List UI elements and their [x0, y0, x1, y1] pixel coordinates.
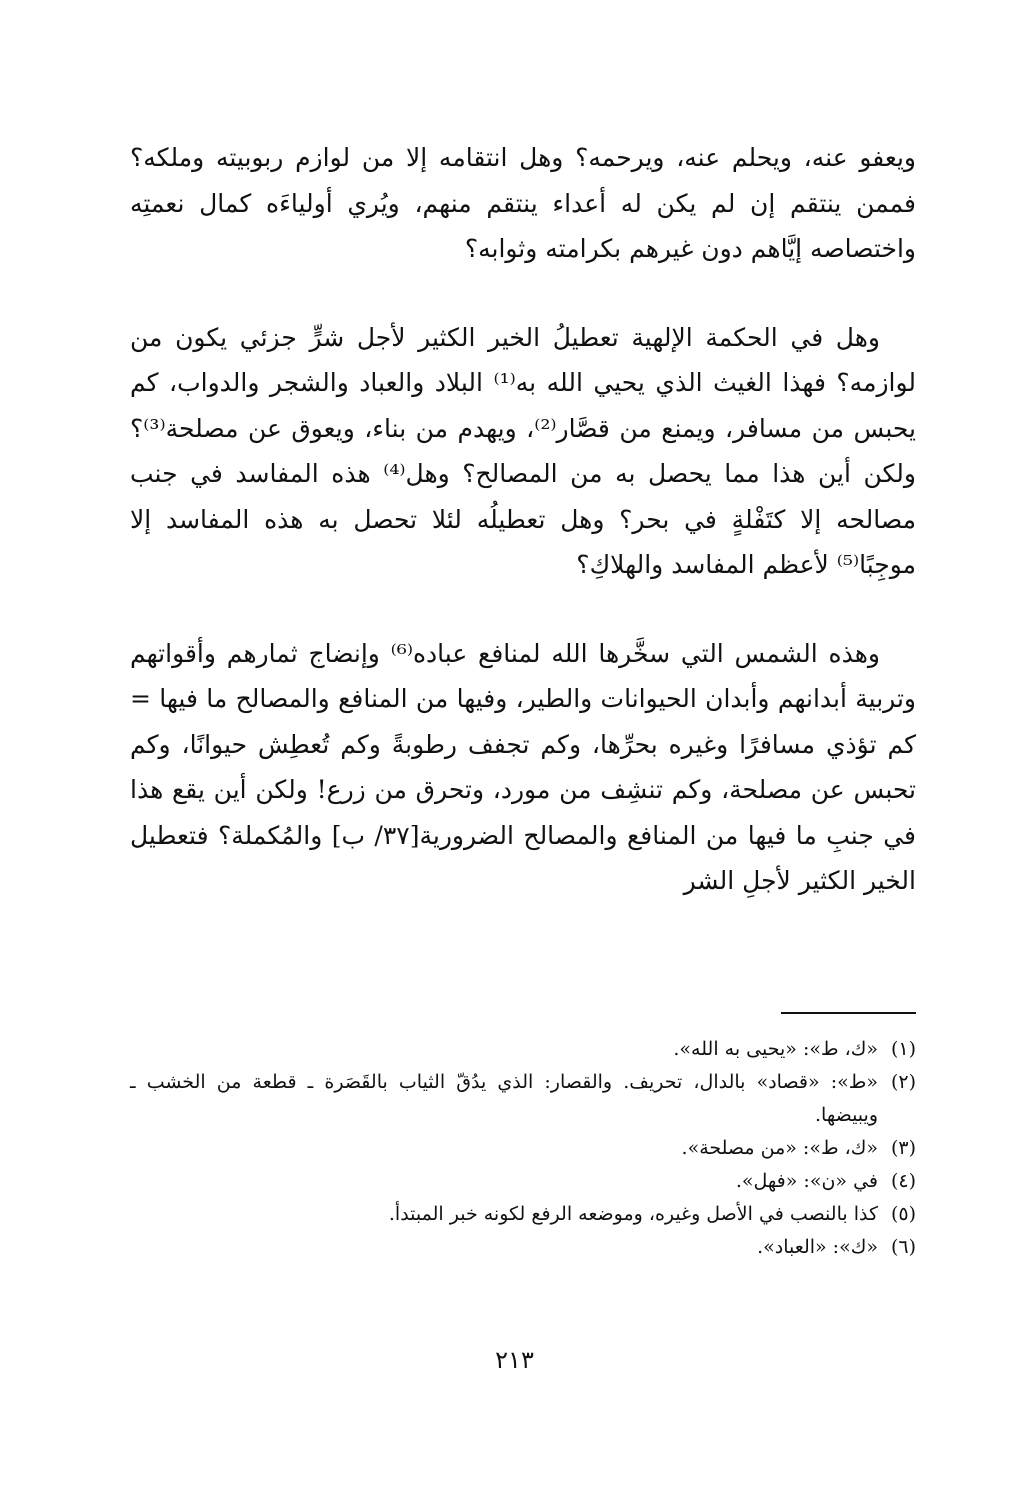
footnote-text: «ك، ط»: «من مصلحة».	[681, 1137, 878, 1159]
footnote-text: «ك»: «العباد».	[757, 1236, 878, 1258]
page-number: ٢١٣	[495, 1346, 534, 1374]
footnote-2	[130, 1066, 916, 1132]
footnote-text: في «ن»: «فهل».	[735, 1170, 878, 1192]
footnote-3	[130, 1132, 916, 1165]
footnote-number: (٣)	[890, 1137, 916, 1159]
footnote-number: (٤)	[890, 1170, 916, 1192]
footnote-1	[130, 1033, 916, 1066]
paragraph-1: ويعفو عنه، ويحلم عنه، ويرحمه؟ وهل انتقامه إلا من لوازم ربوبيته وملكه؟ فممن ينتقم إن لم يكن له أعداء ينتقم منهم، ويُري أولياءَه كمال نعمتِه واختصاصه إيَّاهم دون غيرهم بكرامته وثوابه؟	[130, 143, 916, 263]
footnote-text: كذا بالنصب في الأصل وغيره، وموضعه الرفع لكونه خبر المبتدأ.	[388, 1203, 878, 1225]
footnote-text: «ط»: «قصاد» بالدال، تحريف. والقصار: الذي يدُقّ الثياب بالقَصَرة ـ قطعة من الخشب ـ ويبيضها.	[130, 1071, 878, 1126]
footnote-number: (٦)	[890, 1236, 916, 1258]
footnote-6	[130, 1231, 916, 1264]
footnote-5	[130, 1198, 916, 1231]
footnote-number: (٥)	[890, 1203, 916, 1225]
footnote-4	[130, 1165, 916, 1198]
main-text	[130, 135, 916, 947]
footnotes	[130, 1033, 916, 1264]
footnote-text: «ك، ط»: «يحيى به الله».	[673, 1038, 878, 1060]
paragraph-3: وهذه الشمس التي سخَّرها الله لمنافع عباده⁽⁶⁾ وإنضاج ثمارهم وأقواتهم وتربية أبدانهم وأبدان الحيوانات والطير، وفيها من المنافع والمصالح ما فيها = كم تؤذي مسافرًا وغيره بحرِّها، وكم تجفف رطوبةً وكم تُعطِش حيوانًا، وكم تحبس عن مصلحة، وكم تنشِف من مورد، وتحرق من زرع! ولكن أين يقع هذا في جنبِ ما فيها من المنافع والمصالح الضرورية[٣٧/ ب] والمُكملة؟ فتعطيل الخير الكثير لأجلِ الشر	[130, 638, 916, 895]
footnote-separator	[781, 1012, 916, 1014]
paragraph-2: وهل في الحكمة الإلهية تعطيلُ الخير الكثير لأجل شرٍّ جزئي يكون من لوازمه؟ فهذا الغيث الذي يحيي الله به⁽¹⁾ البلاد والعباد والشجر والدواب، كم يحبس من مسافر، ويمنع من قصَّار⁽²⁾، ويهدم من بناء، ويعوق عن مصلحة⁽³⁾؟ ولكن أين هذا مما يحصل به من المصالح؟ وهل⁽⁴⁾ هذه المفاسد في جنب مصالحه إلا كتَفْلةٍ في بحر؟ وهل تعطيلُه لئلا تحصل به هذه المفاسد إلا موجِبًا⁽⁵⁾ لأعظم المفاسد والهلاكِ؟	[130, 322, 917, 579]
footnote-number: (٢)	[890, 1071, 916, 1093]
footnote-number: (١)	[890, 1038, 916, 1060]
